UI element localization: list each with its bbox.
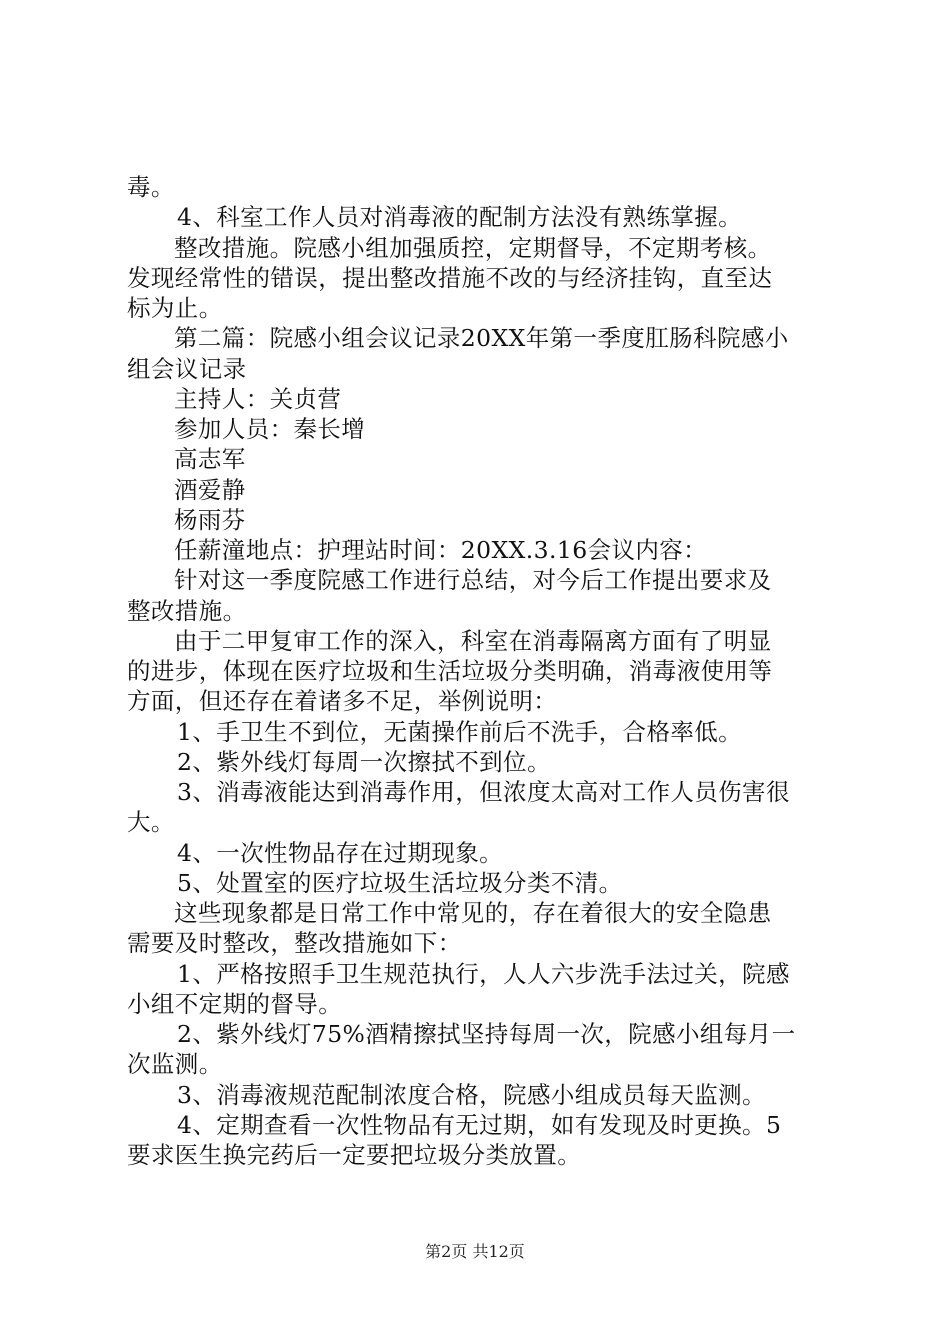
text-line: 组会议记录 — [127, 354, 247, 383]
text-line: 1、手卫生不到位，无菌操作前后不洗手，合格率低。 — [177, 717, 743, 746]
text-line: 1、严格按照手卫生规范执行，人人六步洗手法过关，院感 — [177, 959, 790, 988]
page-footer: 第2页 共12页 — [425, 1242, 525, 1261]
text-line: 4、一次性物品存在过期现象。 — [177, 838, 504, 867]
text-line: 酒爱静 — [174, 475, 246, 504]
text-line: 的进步，体现在医疗垃圾和生活垃圾分类明确，消毒液使用等 — [127, 657, 773, 685]
text-line: 方面，但还存在着诸多不足，举例说明： — [127, 687, 558, 716]
text-line: 5、处置室的医疗垃圾生活垃圾分类不清。 — [177, 868, 623, 897]
text-line: 这些现象都是日常工作中常见的，存在着很大的安全隐患 — [174, 899, 772, 927]
text-line: 次监测。 — [127, 1050, 223, 1079]
text-line: 任薪潼地点：护理站时间：20XX.3.16会议内容： — [174, 536, 708, 564]
text-line: 参加人员：秦长增 — [174, 415, 366, 443]
text-line: 需要及时整改，整改措施如下： — [127, 929, 462, 958]
text-line: 小组不定期的督导。 — [127, 989, 343, 1018]
text-line: 大。 — [127, 808, 175, 837]
text-line: 主持人：关贞营 — [174, 384, 342, 413]
text-line: 整改措施。 — [127, 596, 247, 625]
text-line: 由于二甲复审工作的深入，科室在消毒隔离方面有了明显 — [174, 626, 772, 655]
text-line: 2、紫外线灯75%酒精擦拭坚持每周一次，院感小组每月一 — [177, 1020, 796, 1048]
text-line: 4、定期查看一次性物品有无过期，如有发现及时更换。5 — [177, 1110, 782, 1139]
document-body — [127, 172, 832, 1170]
text-line: 标为止。 — [127, 294, 223, 322]
text-line: 高志军 — [174, 445, 246, 474]
text-line: 杨雨芬 — [174, 505, 246, 534]
text-line: 4、科室工作人员对消毒液的配制方法没有熟练掌握。 — [177, 203, 743, 232]
text-line: 2、紫外线灯每周一次擦拭不到位。 — [177, 747, 551, 776]
text-line: 第二篇：院感小组会议记录20XX年第一季度肛肠科院感小 — [174, 324, 789, 353]
text-line: 3、消毒液规范配制浓度合格，院感小组成员每天监测。 — [177, 1080, 766, 1109]
text-line: 发现经常性的错误，提出整改措施不改的与经济挂钩，直至达 — [127, 263, 773, 292]
text-line: 针对这一季度院感工作进行总结，对今后工作提出要求及 — [174, 566, 772, 595]
text-line: 整改措施。院感小组加强质控，定期督导，不定期考核。 — [174, 233, 772, 262]
text-line: 要求医生换完药后一定要把垃圾分类放置。 — [127, 1141, 582, 1169]
text-line: 毒。 — [127, 173, 175, 201]
text-line: 3、消毒液能达到消毒作用，但浓度太高对工作人员伤害很 — [177, 778, 790, 806]
